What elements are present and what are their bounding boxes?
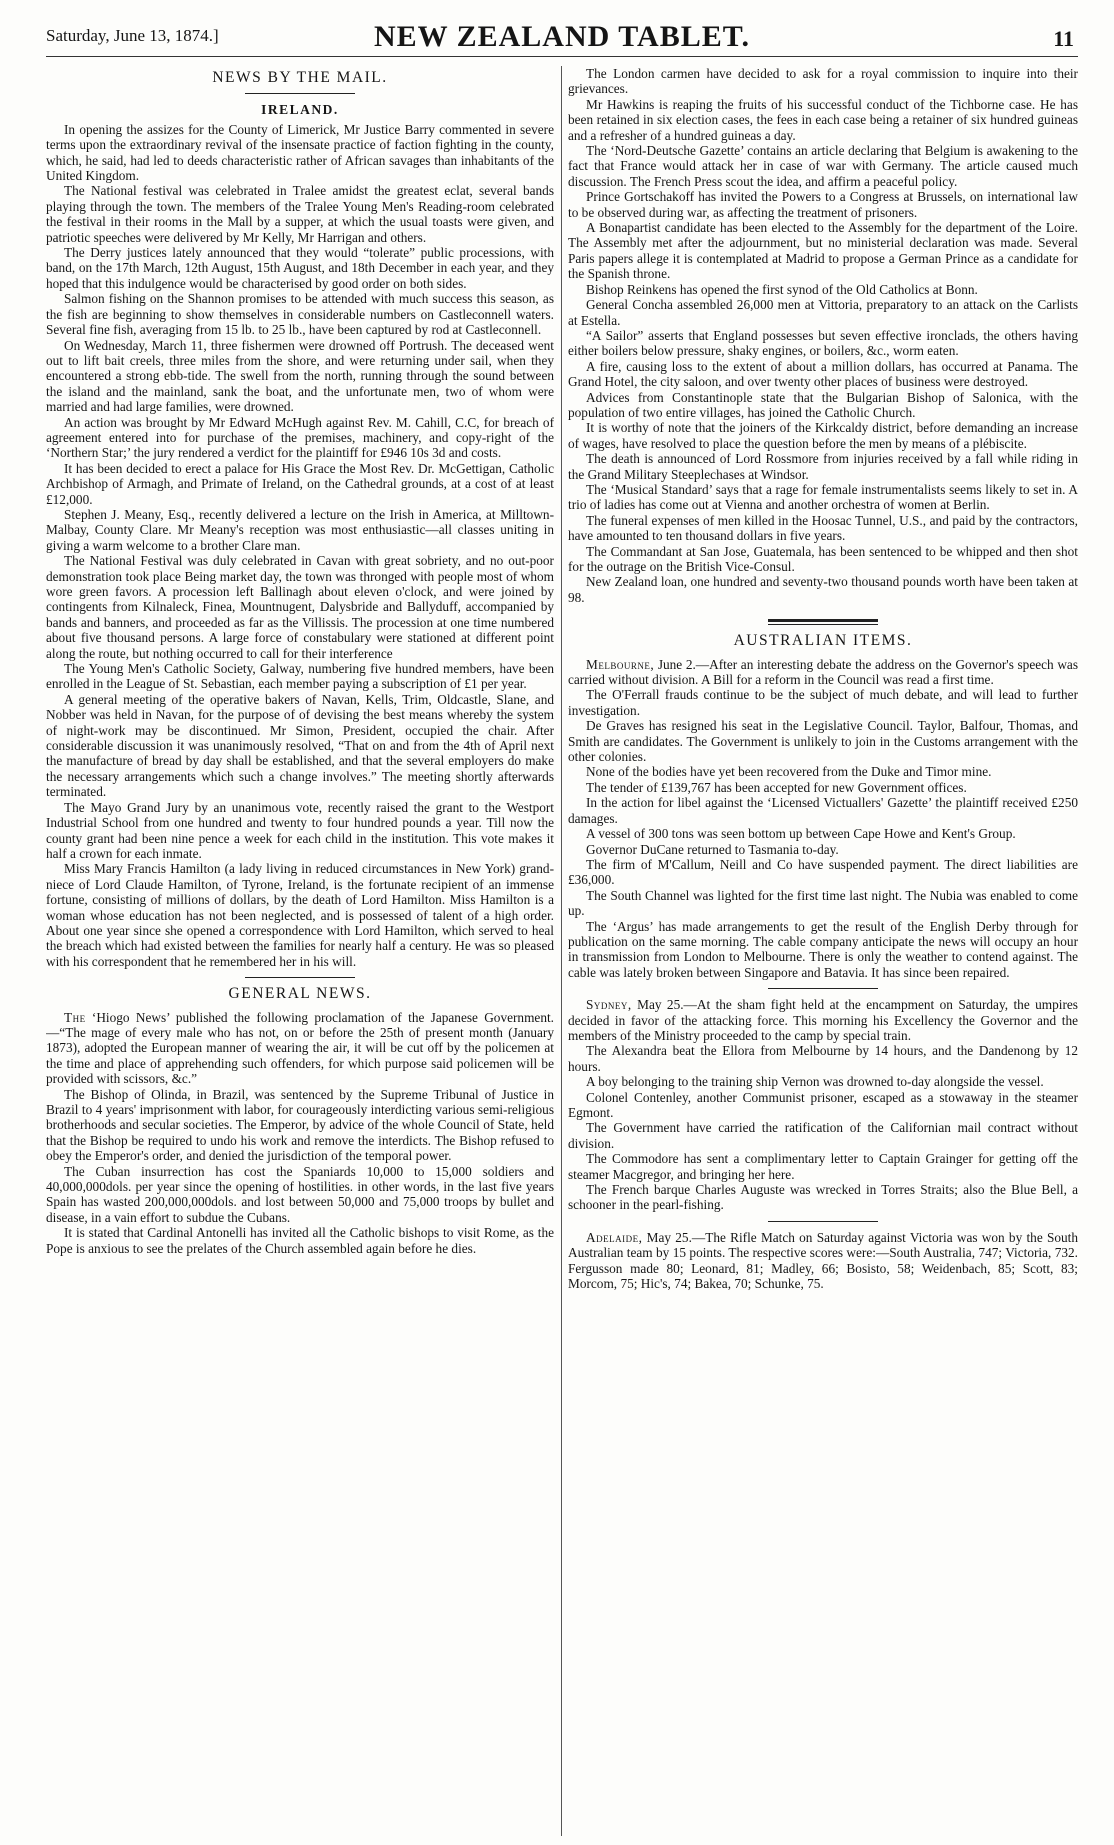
article-paragraph: None of the bodies have yet been recovered from the Duke and Timor mine. (586, 764, 992, 780)
article-paragraph: “A Sailor” asserts that England possesses but seven effective ironclads, the others having either boilers below pressure, shaky engines, or boilers, &c., worm eaten. (568, 327, 1078, 359)
general-news-heading: GENERAL NEWS. (228, 985, 372, 1003)
article-paragraph: Salmon fishing on the Shannon promises to be attended with much success this season, as the fish are beginning to show themselves in considerable numbers on Castleconnell waters. Several fine fish, averaging from 15 lb. to 25 lb., have been captured by rod at Castleconnell. (46, 291, 554, 338)
article-paragraph: A boy belonging to the training ship Vernon was drowned to-day alongside the vessel. (586, 1074, 1044, 1090)
article-paragraph: The Cuban insurrection has cost the Spaniards 10,000 to 15,000 soldiers and 40,000,000dols. per year since the opening of hostilities. in other words, in the last five years Spain has wasted 200,000,000dols. and lost between 50,000 and 75,000 troops by bullet and disease, in a vain effort to subdue the Cubans. (46, 1163, 554, 1225)
article-paragraph: It is stated that Cardinal Antonelli has invited all the Catholic bishops to visit Rome, as the Pope is anxious to see the prelates of the Church assembled again before he dies. (46, 1225, 554, 1256)
article-paragraph: The Government have carried the ratification of the Californian mail contract without division. (568, 1120, 1078, 1151)
article-paragraph: Miss Mary Francis Hamilton (a lady living in reduced circumstances in New York) grand-niece of Lord Claude Hamilton, of Tyrone, Ireland, is the fortunate recipient of an immense fortune, consisting of millions of dollars, by the death of Lord Hamilton. Miss Hamilton is a woman whose education has not been neglected, and is possessed of talent of a high order. About one year since she opened a correspondence with Lord Hamilton, which served to heal the breach which had existed between the families for nearly half a century. He was so pleased with his correspondent that he remembered her in his will. (46, 861, 554, 969)
article-paragraph: New Zealand loan, one hundred and seventy-two thousand pounds worth have been taken at 98. (568, 574, 1078, 605)
page-number: 11 (1053, 26, 1074, 51)
right-column (568, 66, 1078, 1836)
article-paragraph: De Graves has resigned his seat in the Legislative Council. Taylor, Balfour, Thomas, and Smith are candidates. The Government is unlikely to join in the Customs arrangement with the other colonies. (568, 718, 1078, 765)
article-text: May 25.—At the sham fight held at the encampment on Saturday, the umpires decided in favor of the attacking force. This morning his Excellency the Governor and the members of the Ministry proceeded to the camp by special train. (568, 997, 1078, 1043)
article-paragraph: The tender of £139,767 has been accepted for new Government offices. (586, 779, 967, 795)
australian-items-heading: AUSTRALIAN ITEMS. (733, 632, 913, 650)
article-paragraph: It is worthy of note that the joiners of the Kirkcaldy district, before demanding an increase of wages, have resolved to place the question before the men by means of a plébiscite. (568, 420, 1078, 451)
article-paragraph: Prince Gortschakoff has invited the Powers to a Congress at Brussels, on international law to be observed during war, as affecting the treatment of prisoners. (568, 189, 1078, 220)
article-paragraph: The Commodore has sent a complimentary letter to Captain Grainger for getting off the steamer Macgregor, and bringing her here. (568, 1151, 1078, 1182)
article-text: ‘Hiogo News’ published the following proclamation of the Japanese Government.—“The mage of every male who has not, on or before the 25th of present month (January 1873), adopted the European manner of wearing the air, it will be cut off by the policemen at the time and place of apprehending such offenders, for which purpose said policemen will be provided with scissors, &c.” (46, 1009, 554, 1087)
article-paragraph: The firm of M'Callum, Neill and Co have suspended payment. The direct liabilities are £36,000. (568, 856, 1078, 888)
article-paragraph: The Bishop of Olinda, in Brazil, was sentenced by the Supreme Tribunal of Justice in Brazil to 4 years' imprisonment with labor, for courageously interdicting various semi-religious brotherhoods and secular societies. The Emperor, by advice of the whole Council of State, held that the Bishop be required to undo his work and remove the interdicts. The Bishop refused to obey the Emperor's order, and denied the jurisdiction of the temporal power. (46, 1086, 554, 1164)
lead-word: The (64, 1009, 86, 1025)
article-paragraph: A vessel of 300 tons was seen bottom up between Cape Howe and Kent's Group. (586, 826, 1016, 842)
ireland-subheading: IRELAND. (261, 102, 339, 118)
article-paragraph: The death is announced of Lord Rossmore from injuries received by a fall while riding in the Grand Military Steeplechases at Windsor. (568, 451, 1078, 482)
article-paragraph: The National festival was celebrated in Tralee amidst the greatest eclat, several bands playing through the town. The members of the Tralee Young Men's Reading-room celebrated the festival in their rooms in the Mall by a supper, at which the usual toasts were given, and patriotic speeches were delivered by Mr Kelly, Mr Harrigan and others. (46, 183, 554, 245)
article-paragraph: Bishop Reinkens has opened the first synod of the Old Catholics at Bonn. (586, 281, 978, 297)
article-paragraph: A fire, causing loss to the extent of about a million dollars, has occurred at Panama. The Grand Hotel, the city saloon, and over twenty other places of business were destroyed. (568, 358, 1078, 390)
article-paragraph: A general meeting of the operative bakers of Navan, Kells, Trim, Oldcastle, Slane, and Nobber was held in Navan, for the purpose of of devising the best means whereby the system of night-work may be discontinued. Mr Simon, President, occupied the chair. After considerable discussion it was unanimously resolved, “That on and from the 4th of April next the manufacture of bread by day shall be established, and that the several employers do make the necessary arrangements which such a change involves.” The meeting shortly afterwards terminated. (46, 691, 554, 800)
article-paragraph: The Young Men's Catholic Society, Galway, numbering five hundred members, have been enrolled in the League of St. Sebastian, each member paying a subscription of £1 per year. (46, 661, 554, 692)
article-paragraph: The National Festival was duly celebrated in Cavan with great sobriety, and no out-poor demonstration took place Being market day, the town was thronged with people most of whom wore green favors. A procession left Ballinagh about eleven o'clock, and were joined by contingents from Kilnaleck, Finea, Mountnugent, Dalysbride and Ballyduff, accompanied by bands and banners, and proceeded as far as the Villissis. The procession at one time numbered about five thousand persons. A large force of constabulary were stationed at different point along the route, but nothing occurred to call for their interference (46, 553, 554, 661)
left-column (46, 66, 554, 1836)
article-paragraph: Governor DuCane returned to Tasmania to-day. (586, 841, 839, 857)
news-by-mail-heading: NEWS BY THE MAIL. (212, 69, 388, 86)
article-paragraph: The London carmen have decided to ask for a royal commission to inquire into their grievances. (568, 66, 1078, 97)
issue-date: Saturday, June 13, 1874.] (46, 26, 219, 45)
dateline-melbourne: Melbourne, (586, 656, 655, 672)
article-paragraph: The ‘Argus’ has made arrangements to get the result of the English Derby through for publication on the same morning. The cable company anticipate the news will occupy an hour in transmission from London to Melbourne. There is only the weather to contend against. The cable was lately broken between Singapore and Batavia. It has since been repaired. (568, 918, 1078, 980)
masthead (46, 18, 1078, 57)
article-paragraph (568, 657, 1078, 688)
article-paragraph: On Wednesday, March 11, three fishermen were drowned off Portrush. The deceased went out to lift bait creels, three miles from the shore, and were returning under sail, when they encountered a strong ebb-tide. The swell from the north, running through the sound between the island and the mainland, sank the boat, and the unfortunate men, two of whom were married and had large families, were drowned. (46, 337, 554, 415)
newspaper-title: NEW ZEALAND TABLET. (373, 20, 751, 53)
article-paragraph: The Commandant at San Jose, Guatemala, has been sentenced to be whipped and then shot for the outrage on the British Vice-Consul. (568, 543, 1078, 574)
article-paragraph: The O'Ferrall frauds continue to be the subject of much debate, and will lead to further investigation. (568, 687, 1078, 718)
article-paragraph: General Concha assembled 26,000 men at Vittoria, preparatory to an attack on the Carlists at Estella. (568, 297, 1078, 328)
section-double-rule (768, 619, 878, 625)
article-paragraph (46, 1010, 554, 1087)
article-paragraph: In opening the assizes for the County of Limerick, Mr Justice Barry commented in severe terms upon the extraordinary revival of the insensate practice of faction fighting in the county, which, he said, had led to deeds characteristic rather of African savages than inhabitants of the United Kingdom. (46, 121, 554, 184)
article-paragraph: The Alexandra beat the Ellora from Melbourne by 14 hours, and the Dandenong by 12 hours. (568, 1043, 1078, 1074)
article-text: June 2.—After an interesting debate the address on the Governor's speech was carried without division. A Bill for a reform in the Council was read a first time. (568, 656, 1078, 688)
section-rule (768, 1221, 878, 1222)
article-paragraph: The Mayo Grand Jury by an unanimous vote, recently raised the grant to the Westport Industrial School from one hundred and twenty to four hundred pounds a year. Till now the county grant had been nine pence a week for each child in the institution. This vote makes it half a crown for each inmate. (46, 799, 554, 861)
dateline-adelaide: Adelaide, (586, 1229, 643, 1245)
heading-rule (245, 93, 355, 94)
article-paragraph (568, 1230, 1078, 1292)
section-rule (245, 977, 355, 978)
article-paragraph: The ‘Nord-Deutsche Gazette’ contains an article declaring that Belgium is awakening to the fact that France would attack her in case of war with Germany. The article caused much discussion. The French Press scout the idea, and affirm a peaceful policy. (568, 143, 1078, 189)
article-paragraph: An action was brought by Mr Edward McHugh against Rev. M. Cahill, C.C, for breach of agreement entered into for purchase of the premises, machinery, and copy-right of the ‘Northern Star;’ the jury rendered a verdict for the plaintiff for £946 10s 3d and costs. (46, 414, 554, 461)
article-paragraph: In the action for libel against the ‘Licensed Victuallers' Gazette’ the plaintiff received £250 damages. (568, 795, 1078, 826)
article-text: May 25.—The Rifle Match on Saturday against Victoria was won by the South Australian team by 15 points. The respective scores were:—South Australia, 747; Victoria, 732. Fergusson made 80; Leonard, 81; Madley, 66; Bosisto, 58; Weidenbach, 85; Scott, 83; Morcom, 75; Hic's, 74; Bakea, 70; Schunke, 75. (568, 1229, 1078, 1292)
article-paragraph: The ‘Musical Standard’ says that a rage for female instrumentalists seems likely to set in. A trio of ladies has come out at Vienna and another orchestra of women at Berlin. (568, 481, 1078, 513)
article-paragraph: Mr Hawkins is reaping the fruits of his successful conduct of the Tichborne case. He has been retained in six election cases, the fees in each case being a retainer of six hundred guineas and a refresher of a hundred guineas a day. (568, 96, 1078, 143)
article-paragraph: The French barque Charles Auguste was wrecked in Torres Straits; also the Blue Bell, a schooner in the pearl-fishing. (568, 1182, 1078, 1213)
article-paragraph: A Bonapartist candidate has been elected to the Assembly for the department of the Loire. The Assembly met after the adjournment, but no ministerial declaration was made. Several Paris papers allege it is contemplated at Madrid to propose a German Prince as a candidate for the Spanish throne. (568, 220, 1078, 282)
article-paragraph (568, 997, 1078, 1043)
section-rule (768, 988, 878, 989)
article-paragraph: The funeral expenses of men killed in the Hoosac Tunnel, U.S., and paid by the contractors, have amounted to ten thousand dollars in five years. (568, 512, 1078, 544)
article-paragraph: Colonel Contenley, another Communist prisoner, escaped as a stowaway in the steamer Egmont. (568, 1089, 1078, 1120)
article-paragraph: It has been decided to erect a palace for His Grace the Most Rev. Dr. McGettigan, Catholic Archbishop of Armagh, and Primate of Ireland, on the Cathedral grounds, at a cost of at least £12,000. (46, 460, 554, 507)
article-paragraph: Advices from Constantinople state that the Bulgarian Bishop of Salonica, with the population of two entire villages, has joined the Catholic Church. (568, 389, 1078, 420)
article-paragraph: The South Channel was lighted for the first time last night. The Nubia was enabled to come up. (568, 887, 1078, 919)
dateline-sydney: Sydney, (586, 997, 632, 1013)
column-rule (561, 66, 562, 1836)
article-paragraph: Stephen J. Meany, Esq., recently delivered a lecture on the Irish in America, at Milltown-Malbay, County Clare. Mr Meany's reception was most enthusiastic—all classes uniting in giving a warm welcome to a brother Clare man. (46, 506, 554, 553)
article-paragraph: The Derry justices lately announced that they would “tolerate” public processions, with band, on the 17th March, 12th August, 15th August, and 18th December in each year, and they hoped that this indulgence would be characterised by good order on both sides. (46, 245, 554, 291)
